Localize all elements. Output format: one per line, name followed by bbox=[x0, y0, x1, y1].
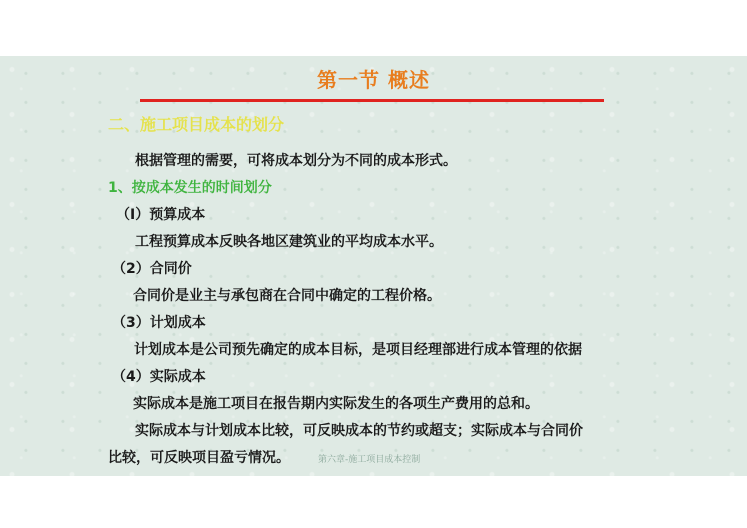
item-contract-price-heading: （2）合同价 bbox=[112, 261, 192, 277]
item-budget-cost-heading: （I）预算成本 bbox=[116, 207, 206, 223]
item-actual-cost-text: 实际成本是施工项目在报告期内实际发生的各项生产费用的总和。 bbox=[133, 396, 539, 412]
item-actual-cost-heading: （4）实际成本 bbox=[112, 369, 206, 385]
item-planned-cost-text: 计划成本是公司预先确定的成本目标，是项目经理部进行成本管理的依据 bbox=[134, 342, 582, 358]
item-planned-cost-heading: （3）计划成本 bbox=[112, 315, 206, 331]
item-contract-price-text: 合同价是业主与承包商在合同中确定的工程价格。 bbox=[133, 288, 441, 304]
heading-time-division: 1、按成本发生的时间划分 bbox=[108, 180, 272, 196]
slide bbox=[0, 56, 747, 476]
footer-chapter-label: 第六章-施工项目成本控制 bbox=[318, 455, 421, 465]
item-budget-cost-text: 工程预算成本反映各地区建筑业的平均成本水平。 bbox=[135, 234, 443, 250]
intro-text: 根据管理的需要，可将成本划分为不同的成本形式。 bbox=[135, 153, 457, 169]
title-underline bbox=[140, 99, 604, 102]
slide-title: 第一节 概述 bbox=[317, 68, 430, 92]
comparison-text-line2: 比较，可反映项目盈亏情况。 bbox=[108, 450, 290, 466]
comparison-text-line1: 实际成本与计划成本比较，可反映成本的节约或超支；实际成本与合同价 bbox=[135, 423, 583, 439]
section-subtitle: 二、施工项目成本的划分 bbox=[108, 115, 285, 134]
